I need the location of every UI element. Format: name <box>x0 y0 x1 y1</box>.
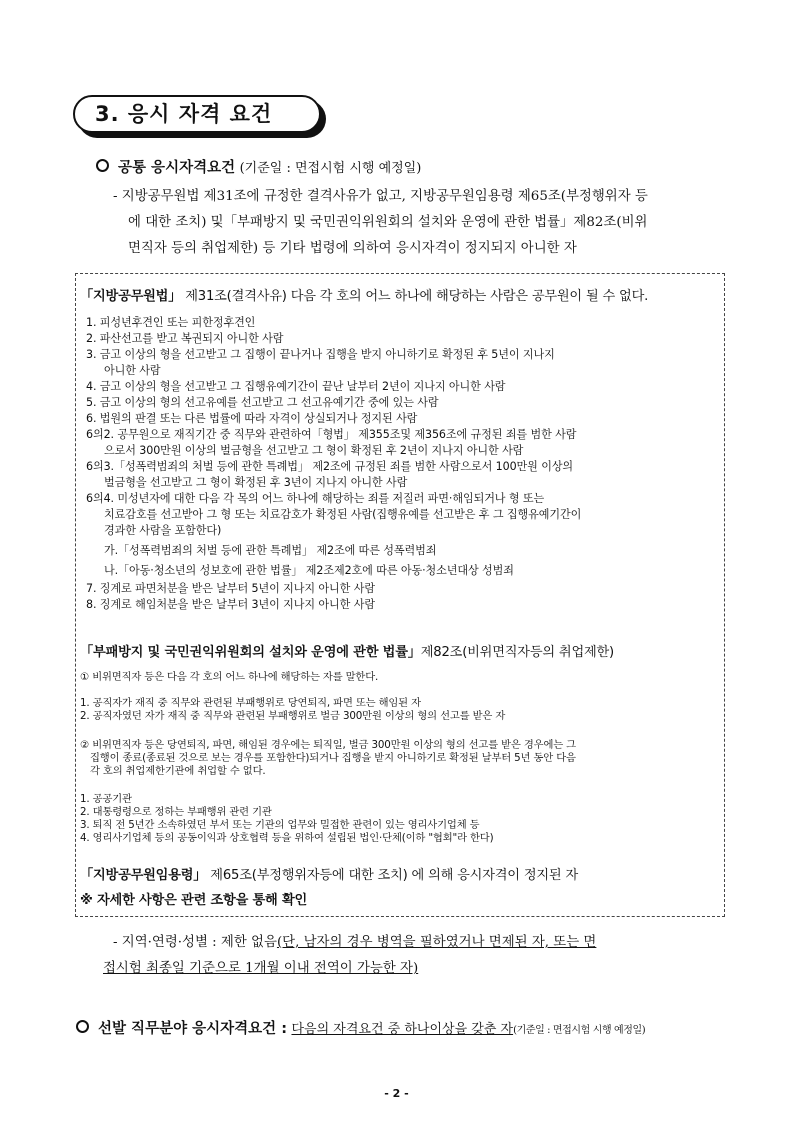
list-item: 3. 금고 이상의 형을 선고받고 그 집행이 끝나거나 집행을 받지 아니하기로 확정된 후 5년이 지나지 <box>86 348 555 361</box>
list-item: 8. 징계로 해임처분을 받은 날부터 3년이 지나지 아니한 사람 <box>86 598 375 611</box>
list-subitem: 가.「성폭력범죄의 처벌 등에 관한 특례법」 제2조에 따른 성폭력범죄 <box>104 544 437 557</box>
list-item: 5. 금고 이상의 형의 선고유예를 선고받고 그 선고유예기간 중에 있는 사람 <box>86 396 439 409</box>
paragraph-line: - 지방공무원법 제31조에 규정한 결격사유가 없고, 지방공무원임용령 제65조(부정행위자 등 <box>113 189 648 204</box>
anti-corruption-paragraph-2 <box>80 739 722 778</box>
anti-corruption-paragraph-1-items <box>80 697 722 723</box>
law-name: 「지방공무원임용령」 <box>80 868 207 883</box>
disqualification-list <box>86 315 722 613</box>
common-heading-basis: (기준일 : 면접시험 시행 예정일) <box>239 161 422 176</box>
law-name: 「지방공무원법」 <box>80 289 182 304</box>
paragraph-line: 에 대한 조치) 및「부패방지 및 국민권익위원회의 설치와 운영에 관한 법률」제82조(비위 <box>128 215 648 230</box>
law-article: 제65조(부정행위자등에 대한 조치) 에 의해 응시자격이 정지된 자 <box>206 868 578 883</box>
selection-heading-basis: (기준일 : 면접시험 시행 예정일) <box>513 1025 646 1036</box>
paragraph-line: 집행이 종료(종료된 것으로 보는 경우를 포함한다)되거나 집행을 받지 아니하기로 확정된 날부터 5년 동안 다음 <box>90 752 576 764</box>
list-item: 2. 대통령령으로 정하는 부패행위 관련 기관 <box>80 806 272 818</box>
list-item: 3. 퇴직 전 5년간 소속하였던 부서 또는 기관의 업무와 밀접한 관련이 있는 영리사기업체 등 <box>80 819 480 831</box>
legal-reference-box <box>75 273 725 917</box>
anti-corruption-paragraph-1 <box>80 671 722 684</box>
law-name: 「부패방지 및 국민권익위원회의 설치와 운영에 관한 법률」 <box>80 645 421 660</box>
employment-restricted-institutions <box>80 793 722 845</box>
paragraph-line <box>103 956 725 982</box>
paragraph-line: ② 비위면직자 등은 당연퇴직, 파면, 해임된 경우에는 퇴직일, 벌금 300만원 이상의 형의 선고를 받은 경우에는 그 <box>80 739 576 751</box>
region-prefix: - 지역·연령·성별 : 제한 없음 <box>113 935 277 950</box>
list-item-continuation: 벌금형을 선고받고 그 형이 확정된 후 3년이 지나지 아니한 사람 <box>104 476 408 489</box>
list-item-continuation: 치료감호를 선고받아 그 형 또는 치료감호가 확정된 사람(집행유예를 선고받은 후 그 집행유예기간이 <box>104 508 582 521</box>
list-item: 1. 피성년후견인 또는 피한정후견인 <box>86 316 256 329</box>
list-item-continuation: 으로서 300만원 이상의 벌금형을 선고받고 그 형이 확정된 후 2년이 지나지 아니한 사람 <box>104 444 524 457</box>
anti-corruption-act-heading <box>80 641 614 660</box>
list-item-continuation: 경과한 사람을 포함한다) <box>104 524 222 537</box>
list-item: 6의4. 미성년자에 대한 다음 각 목의 어느 하나에 해당하는 죄를 저질러 파면·해임되거나 형 또는 <box>86 492 545 505</box>
selection-heading-label: 선발 직무분야 응시자격요건 : <box>98 1021 288 1037</box>
section-title: 3. 응시 자격 요건 <box>73 95 321 133</box>
list-item: 6의3.「성폭력범죄의 처벌 등에 관한 특례법」 제2조에 규정된 죄를 범한 사람으로서 100만원 이상의 <box>86 460 574 473</box>
appointment-decree-heading <box>80 864 578 883</box>
paragraph-line <box>103 930 725 956</box>
reference-note: ※ 자세한 사항은 관련 조항을 통해 확인 <box>80 893 308 908</box>
list-item: 6의2. 공무원으로 재직기간 중 직무와 관련하여「형법」 제355조및 제356조에 규정된 죄를 범한 사람 <box>86 428 577 441</box>
local-public-officials-act-heading <box>80 285 648 304</box>
selection-requirements-heading <box>76 1017 645 1038</box>
circle-bullet-icon <box>96 159 109 172</box>
region-age-gender-paragraph <box>103 930 725 982</box>
common-requirements-heading <box>96 156 421 177</box>
law-article: 제31조(결격사유) 다음 각 호의 어느 하나에 해당하는 사람은 공무원이 될 수 없다. <box>181 289 649 304</box>
list-item: 6. 법원의 판결 또는 다른 법률에 따라 자격이 상실되거나 정지된 사람 <box>86 412 418 425</box>
list-item: 4. 금고 이상의 형을 선고받고 그 집행유예기간이 끝난 날부터 2년이 지나지 아니한 사람 <box>86 380 506 393</box>
list-subitem: 나.「아동·청소년의 성보호에 관한 법률」 제2조제2호에 따른 아동·청소년대상 성범죄 <box>104 564 514 577</box>
common-requirements-paragraph <box>113 184 725 262</box>
page-number: - 2 - <box>384 1087 409 1100</box>
military-service-condition: (단, 남자의 경우 병역을 필하였거나 면제된 자, 또는 면 <box>276 935 597 950</box>
military-service-condition: 접시험 최종일 기준으로 1개월 이내 전역이 가능한 자) <box>103 961 419 976</box>
paragraph-text: ① 비위면직자 등은 다음 각 호의 어느 하나에 해당하는 자를 말한다. <box>80 671 379 683</box>
list-item: 2. 파산선고를 받고 복권되지 아니한 사람 <box>86 332 284 345</box>
law-article: 제82조(비위면직자등의 취업제한) <box>420 645 615 660</box>
list-item: 2. 공직자였던 자가 재직 중 직무와 관련된 부패행위로 벌금 300만원 이상의 형의 선고를 받은 자 <box>80 710 506 722</box>
paragraph-line: 각 호의 취업제한기관에 취업할 수 없다. <box>90 765 266 777</box>
common-heading-label: 공통 응시자격요건 <box>118 160 236 176</box>
selection-requirement-summary: 다음의 자격요건 중 하나이상을 갖춘 자 <box>291 1022 514 1037</box>
list-item: 4. 영리사기업체 등의 공동이익과 상호협력 등을 위하여 설립된 법인·단체(이하 "협회"라 한다) <box>80 832 494 844</box>
list-item-continuation: 아니한 사람 <box>104 364 161 377</box>
paragraph-line: 면직자 등의 취업제한) 등 기타 법령에 의하여 응시자격이 정지되지 아니한 자 <box>128 241 577 256</box>
list-item: 7. 징계로 파면처분을 받은 날부터 5년이 지나지 아니한 사람 <box>86 582 375 595</box>
circle-bullet-icon <box>76 1020 89 1033</box>
list-item: 1. 공직자가 재직 중 직무와 관련된 부패행위로 당연퇴직, 파면 또는 해임된 자 <box>80 697 421 709</box>
list-item: 1. 공공기관 <box>80 793 132 805</box>
